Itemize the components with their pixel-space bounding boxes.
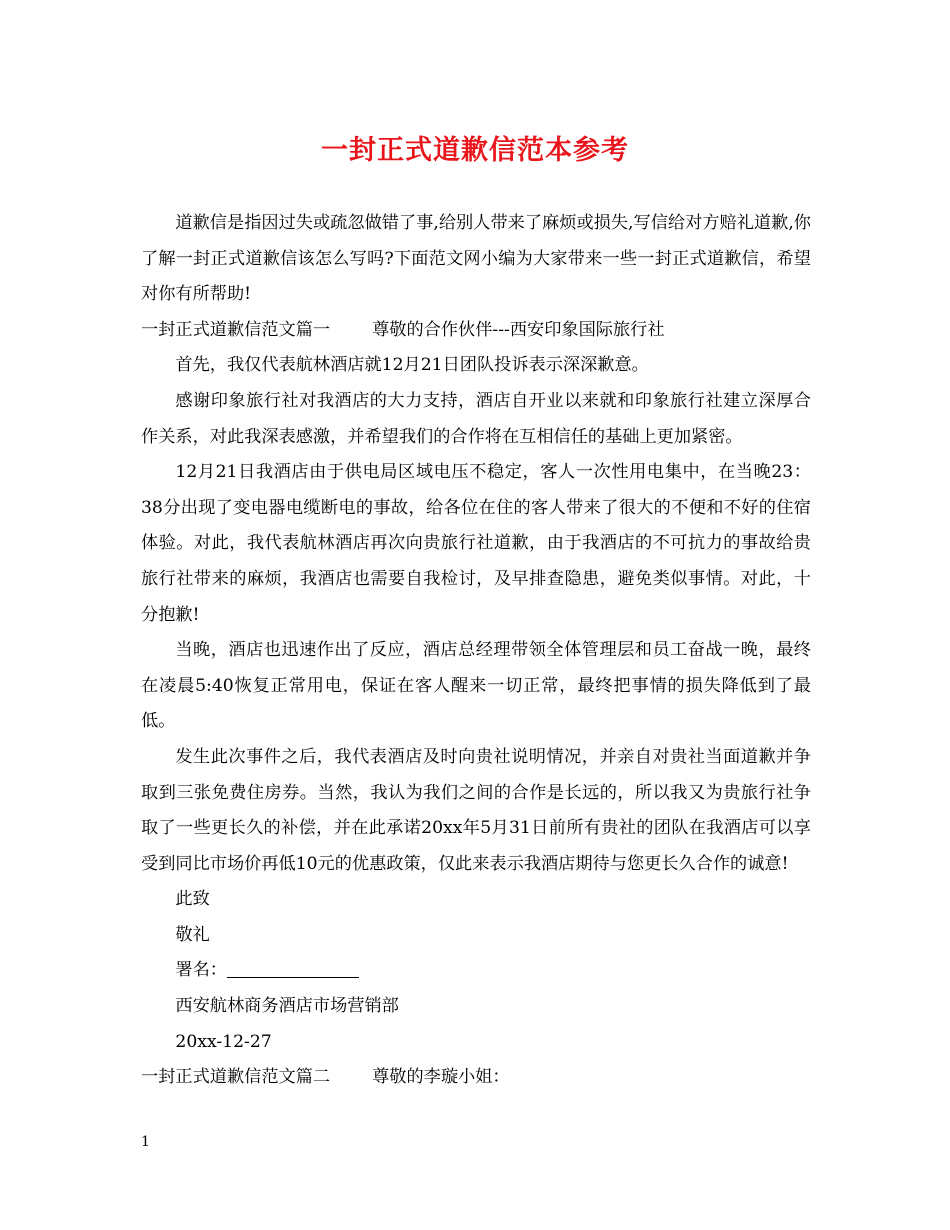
signature-blank: [227, 959, 359, 978]
section-1-salutation: 尊敬的合作伙伴---西安印象国际旅行社: [372, 319, 665, 340]
closing-line-1: 此致: [175, 889, 210, 910]
organization-line: 西安航林商务酒店市场营销部: [175, 996, 399, 1017]
signature-line: [141, 953, 811, 989]
body-paragraph-3: 12月21日我酒店由于供电局区域电压不稳定，客人一次性用电集中，在当晚23：38分出现了变电器电缆断电的事故，给各位在住的客人带来了很大的不便和不好的住宿体验。对此，我代表航林酒店再次向贵旅行社道歉，由于我酒店的不可抗力的事故给贵旅行社带来的麻烦，我酒店也需要自我检讨，及早排查隐患，避免类似事情。对此，十分抱歉!: [141, 462, 811, 625]
date-line: 20xx-12-27: [175, 1031, 272, 1052]
section-2-heading: 一封正式道歉信范文篇二: [141, 1067, 331, 1088]
body-paragraph-1: 首先，我仅代表航林酒店就12月21日团队投诉表示深深歉意。: [175, 355, 649, 376]
intro-paragraph: 道歉信是指因过失或疏忽做错了事,给别人带来了麻烦或损失,写信给对方赔礼道歉,你了解一封正式道歉信该怎么写吗?下面范文网小编为大家带来一些一封正式道歉信，希望对你有所帮助!: [141, 213, 811, 305]
section-1-line: [141, 313, 811, 349]
section-1-heading: 一封正式道歉信范文篇一: [141, 319, 331, 340]
document-body: [141, 206, 811, 1096]
signature-label: 署名：: [175, 960, 227, 981]
page-number: 1: [141, 1134, 150, 1150]
document-title: 一封正式道歉信范本参考: [321, 135, 629, 166]
body-paragraph-5: 发生此次事件之后，我代表酒店及时向贵社说明情况，并亲自对贵社当面道歉并争取到三张免费住房券。当然，我认为我们之间的合作是长远的，所以我又为贵旅行社争取了一些更长久的补偿，并在此承诺20xx年5月31日前所有贵社的团队在我酒店可以享受到同比市场价再低10元的优惠政策，仅此来表示我酒店期待与您更长久合作的诚意!: [141, 746, 811, 874]
body-paragraph-2: 感谢印象旅行社对我酒店的大力支持，酒店自开业以来就和印象旅行社建立深厚合作关系，对此我深表感激，并希望我们的合作将在互相信任的基础上更加紧密。: [141, 390, 811, 447]
section-2-salutation: 尊敬的李璇小姐：: [372, 1067, 510, 1088]
closing-line-2: 敬礼: [175, 924, 210, 945]
section-2-line: [141, 1060, 811, 1096]
body-paragraph-4: 当晚，酒店也迅速作出了反应，酒店总经理带领全体管理层和员工奋战一晚，最终在凌晨5:40恢复正常用电，保证在客人醒来一切正常，最终把事情的损失降低到了最低。: [141, 640, 811, 732]
